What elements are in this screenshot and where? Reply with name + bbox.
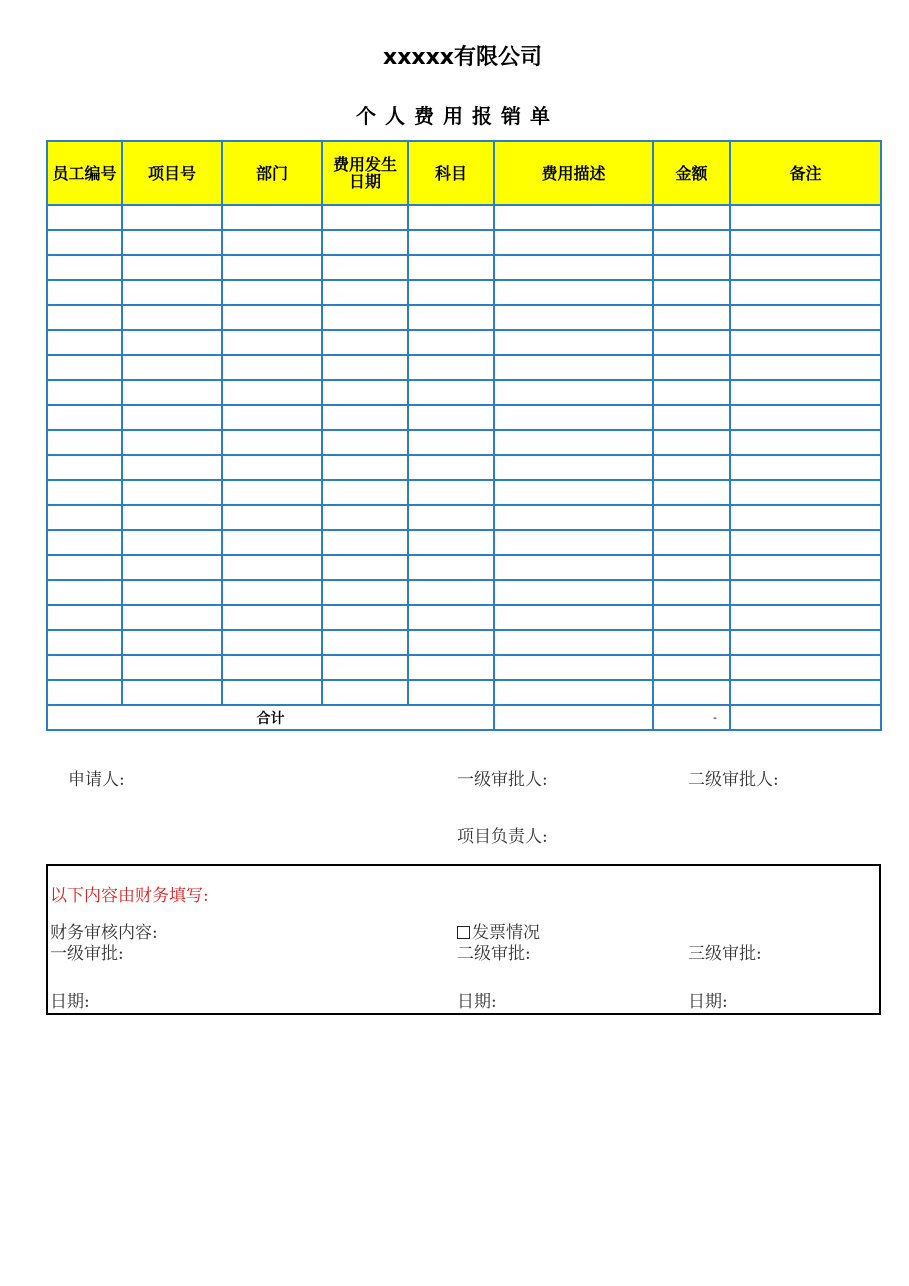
cell-remarks[interactable]	[730, 405, 881, 430]
header-expense-date-label: 费用发生日期	[332, 155, 397, 191]
cell-description[interactable]	[494, 330, 653, 355]
cell-description[interactable]	[494, 655, 653, 680]
cell-account[interactable]	[408, 255, 494, 280]
cell-amount[interactable]	[653, 680, 730, 705]
cell-amount[interactable]	[653, 280, 730, 305]
cell-department[interactable]	[222, 580, 322, 605]
cell-amount[interactable]	[653, 255, 730, 280]
cell-employee-id[interactable]	[47, 605, 122, 630]
table-row	[47, 630, 881, 655]
cell-project-no[interactable]	[122, 280, 222, 305]
table-row	[47, 655, 881, 680]
cell-expense-date[interactable]	[322, 280, 408, 305]
cell-remarks[interactable]	[730, 630, 881, 655]
total-row	[47, 705, 881, 730]
audit-content-label: 财务审核内容:	[50, 923, 158, 943]
cell-description[interactable]	[494, 280, 653, 305]
cell-description[interactable]	[494, 530, 653, 555]
expense-table	[46, 140, 882, 731]
cell-department[interactable]	[222, 680, 322, 705]
header-employee-id: 员工编号	[47, 141, 122, 205]
date-label-2: 日期:	[457, 992, 497, 1012]
cell-amount[interactable]	[653, 230, 730, 255]
table-row	[47, 330, 881, 355]
cell-account[interactable]	[408, 505, 494, 530]
cell-employee-id[interactable]	[47, 330, 122, 355]
cell-amount[interactable]	[653, 555, 730, 580]
cell-remarks[interactable]	[730, 355, 881, 380]
cell-description[interactable]	[494, 380, 653, 405]
first-approver-label: 一级审批人:	[457, 770, 548, 790]
cell-department[interactable]	[222, 330, 322, 355]
cell-employee-id[interactable]	[47, 230, 122, 255]
table-row	[47, 605, 881, 630]
table-row	[47, 380, 881, 405]
cell-project-no[interactable]	[122, 405, 222, 430]
cell-expense-date[interactable]	[322, 305, 408, 330]
cell-amount[interactable]	[653, 505, 730, 530]
cell-description[interactable]	[494, 555, 653, 580]
table-row	[47, 455, 881, 480]
table-row	[47, 530, 881, 555]
table-row	[47, 230, 881, 255]
header-description: 费用描述	[494, 141, 653, 205]
total-label: 合计	[47, 705, 494, 730]
cell-account[interactable]	[408, 580, 494, 605]
cell-expense-date[interactable]	[322, 480, 408, 505]
cell-account[interactable]	[408, 530, 494, 555]
header-department: 部门	[222, 141, 322, 205]
cell-remarks[interactable]	[730, 305, 881, 330]
cell-expense-date[interactable]	[322, 655, 408, 680]
cell-amount[interactable]	[653, 355, 730, 380]
second-approval-label: 二级审批:	[457, 944, 531, 964]
cell-expense-date[interactable]	[322, 430, 408, 455]
header-account: 科目	[408, 141, 494, 205]
cell-account[interactable]	[408, 655, 494, 680]
table-row	[47, 280, 881, 305]
table-row	[47, 480, 881, 505]
cell-employee-id[interactable]	[47, 430, 122, 455]
invoice-checkbox[interactable]	[457, 926, 470, 939]
cell-expense-date[interactable]	[322, 205, 408, 230]
table-row	[47, 405, 881, 430]
cell-project-no[interactable]	[122, 530, 222, 555]
cell-department[interactable]	[222, 280, 322, 305]
cell-remarks[interactable]	[730, 580, 881, 605]
cell-remarks[interactable]	[730, 480, 881, 505]
cell-department[interactable]	[222, 530, 322, 555]
cell-expense-date[interactable]	[322, 530, 408, 555]
cell-account[interactable]	[408, 330, 494, 355]
cell-expense-date[interactable]	[322, 255, 408, 280]
cell-account[interactable]	[408, 305, 494, 330]
cell-expense-date[interactable]	[322, 680, 408, 705]
cell-description[interactable]	[494, 680, 653, 705]
cell-department[interactable]	[222, 230, 322, 255]
table-body	[47, 205, 881, 730]
cell-expense-date[interactable]	[322, 380, 408, 405]
table-row	[47, 255, 881, 280]
table-row	[47, 305, 881, 330]
cell-expense-date[interactable]	[322, 355, 408, 380]
cell-employee-id[interactable]	[47, 555, 122, 580]
cell-expense-date[interactable]	[322, 455, 408, 480]
total-amount: -	[653, 705, 730, 730]
cell-remarks[interactable]	[730, 455, 881, 480]
cell-project-no[interactable]	[122, 630, 222, 655]
finance-section	[46, 864, 881, 1015]
cell-expense-date[interactable]	[322, 505, 408, 530]
cell-remarks[interactable]	[730, 280, 881, 305]
cell-amount[interactable]	[653, 455, 730, 480]
cell-project-no[interactable]	[122, 655, 222, 680]
cell-employee-id[interactable]	[47, 505, 122, 530]
cell-amount[interactable]	[653, 530, 730, 555]
header-project-no: 项目号	[122, 141, 222, 205]
header-amount: 金额	[653, 141, 730, 205]
date-label-1: 日期:	[50, 992, 90, 1012]
cell-employee-id[interactable]	[47, 255, 122, 280]
cell-amount[interactable]	[653, 380, 730, 405]
cell-department[interactable]	[222, 555, 322, 580]
cell-remarks[interactable]	[730, 255, 881, 280]
cell-description[interactable]	[494, 405, 653, 430]
cell-amount[interactable]	[653, 330, 730, 355]
second-approver-label: 二级审批人:	[688, 770, 779, 790]
cell-amount[interactable]	[653, 655, 730, 680]
cell-department[interactable]	[222, 355, 322, 380]
cell-description[interactable]	[494, 630, 653, 655]
cell-description[interactable]	[494, 580, 653, 605]
cell-project-no[interactable]	[122, 680, 222, 705]
cell-project-no[interactable]	[122, 430, 222, 455]
cell-project-no[interactable]	[122, 605, 222, 630]
cell-expense-date[interactable]	[322, 630, 408, 655]
applicant-label: 申请人:	[68, 770, 125, 790]
cell-remarks[interactable]	[730, 555, 881, 580]
cell-department[interactable]	[222, 655, 322, 680]
table-row	[47, 355, 881, 380]
cell-description[interactable]	[494, 605, 653, 630]
cell-description[interactable]	[494, 430, 653, 455]
third-approval-label: 三级审批:	[688, 944, 762, 964]
cell-amount[interactable]	[653, 405, 730, 430]
cell-account[interactable]	[408, 455, 494, 480]
cell-account[interactable]	[408, 555, 494, 580]
cell-account[interactable]	[408, 205, 494, 230]
cell-employee-id[interactable]	[47, 630, 122, 655]
cell-expense-date[interactable]	[322, 555, 408, 580]
cell-project-no[interactable]	[122, 505, 222, 530]
cell-employee-id[interactable]	[47, 205, 122, 230]
cell-amount[interactable]	[653, 480, 730, 505]
cell-expense-date[interactable]	[322, 605, 408, 630]
cell-employee-id[interactable]	[47, 680, 122, 705]
header-remarks: 备注	[730, 141, 881, 205]
finance-note: 以下内容由财务填写:	[50, 886, 209, 906]
company-title: xxxxx有限公司	[383, 45, 542, 70]
cell-account[interactable]	[408, 380, 494, 405]
cell-description[interactable]	[494, 255, 653, 280]
cell-description[interactable]	[494, 305, 653, 330]
cell-description[interactable]	[494, 355, 653, 380]
cell-remarks[interactable]	[730, 505, 881, 530]
cell-amount[interactable]	[653, 630, 730, 655]
cell-employee-id[interactable]	[47, 305, 122, 330]
table-row	[47, 555, 881, 580]
cell-employee-id[interactable]	[47, 355, 122, 380]
cell-employee-id[interactable]	[47, 480, 122, 505]
cell-account[interactable]	[408, 280, 494, 305]
cell-employee-id[interactable]	[47, 580, 122, 605]
cell-department[interactable]	[222, 430, 322, 455]
cell-description[interactable]	[494, 205, 653, 230]
total-remarks-cell[interactable]	[730, 705, 881, 730]
cell-department[interactable]	[222, 305, 322, 330]
cell-expense-date[interactable]	[322, 405, 408, 430]
cell-project-no[interactable]	[122, 205, 222, 230]
cell-account[interactable]	[408, 480, 494, 505]
cell-project-no[interactable]	[122, 555, 222, 580]
cell-remarks[interactable]	[730, 330, 881, 355]
cell-project-no[interactable]	[122, 455, 222, 480]
cell-project-no[interactable]	[122, 580, 222, 605]
cell-remarks[interactable]	[730, 230, 881, 255]
cell-remarks[interactable]	[730, 680, 881, 705]
cell-amount[interactable]	[653, 605, 730, 630]
cell-department[interactable]	[222, 405, 322, 430]
cell-description[interactable]	[494, 455, 653, 480]
cell-department[interactable]	[222, 480, 322, 505]
cell-remarks[interactable]	[730, 605, 881, 630]
cell-account[interactable]	[408, 405, 494, 430]
cell-description[interactable]	[494, 230, 653, 255]
cell-project-no[interactable]	[122, 305, 222, 330]
table-row	[47, 205, 881, 230]
cell-remarks[interactable]	[730, 380, 881, 405]
cell-employee-id[interactable]	[47, 380, 122, 405]
table-row	[47, 580, 881, 605]
cell-department[interactable]	[222, 505, 322, 530]
cell-remarks[interactable]	[730, 430, 881, 455]
table-row	[47, 680, 881, 705]
table-row	[47, 430, 881, 455]
cell-department[interactable]	[222, 605, 322, 630]
cell-department[interactable]	[222, 205, 322, 230]
form-title: 个人费用报销单	[356, 104, 559, 128]
header-expense-date	[322, 141, 408, 205]
invoice-status-label: 发票情况	[472, 923, 540, 943]
cell-remarks[interactable]	[730, 205, 881, 230]
cell-account[interactable]	[408, 430, 494, 455]
cell-project-no[interactable]	[122, 480, 222, 505]
cell-project-no[interactable]	[122, 255, 222, 280]
cell-description[interactable]	[494, 480, 653, 505]
total-account-cell[interactable]	[494, 705, 653, 730]
cell-amount[interactable]	[653, 580, 730, 605]
cell-expense-date[interactable]	[322, 230, 408, 255]
cell-employee-id[interactable]	[47, 530, 122, 555]
date-label-3: 日期:	[688, 992, 728, 1012]
cell-project-no[interactable]	[122, 330, 222, 355]
cell-project-no[interactable]	[122, 230, 222, 255]
cell-department[interactable]	[222, 255, 322, 280]
cell-expense-date[interactable]	[322, 330, 408, 355]
cell-account[interactable]	[408, 230, 494, 255]
cell-remarks[interactable]	[730, 530, 881, 555]
cell-department[interactable]	[222, 380, 322, 405]
cell-project-no[interactable]	[122, 355, 222, 380]
table-header-row	[47, 141, 881, 205]
first-approval-label: 一级审批:	[50, 944, 124, 964]
cell-expense-date[interactable]	[322, 580, 408, 605]
cell-department[interactable]	[222, 455, 322, 480]
cell-employee-id[interactable]	[47, 405, 122, 430]
project-lead-label: 项目负责人:	[457, 827, 548, 847]
cell-account[interactable]	[408, 630, 494, 655]
cell-amount[interactable]	[653, 430, 730, 455]
cell-remarks[interactable]	[730, 655, 881, 680]
cell-account[interactable]	[408, 355, 494, 380]
cell-amount[interactable]	[653, 305, 730, 330]
cell-account[interactable]	[408, 605, 494, 630]
cell-employee-id[interactable]	[47, 455, 122, 480]
cell-description[interactable]	[494, 505, 653, 530]
cell-account[interactable]	[408, 680, 494, 705]
cell-project-no[interactable]	[122, 380, 222, 405]
table-row	[47, 505, 881, 530]
cell-department[interactable]	[222, 630, 322, 655]
cell-employee-id[interactable]	[47, 655, 122, 680]
cell-employee-id[interactable]	[47, 280, 122, 305]
cell-amount[interactable]	[653, 205, 730, 230]
